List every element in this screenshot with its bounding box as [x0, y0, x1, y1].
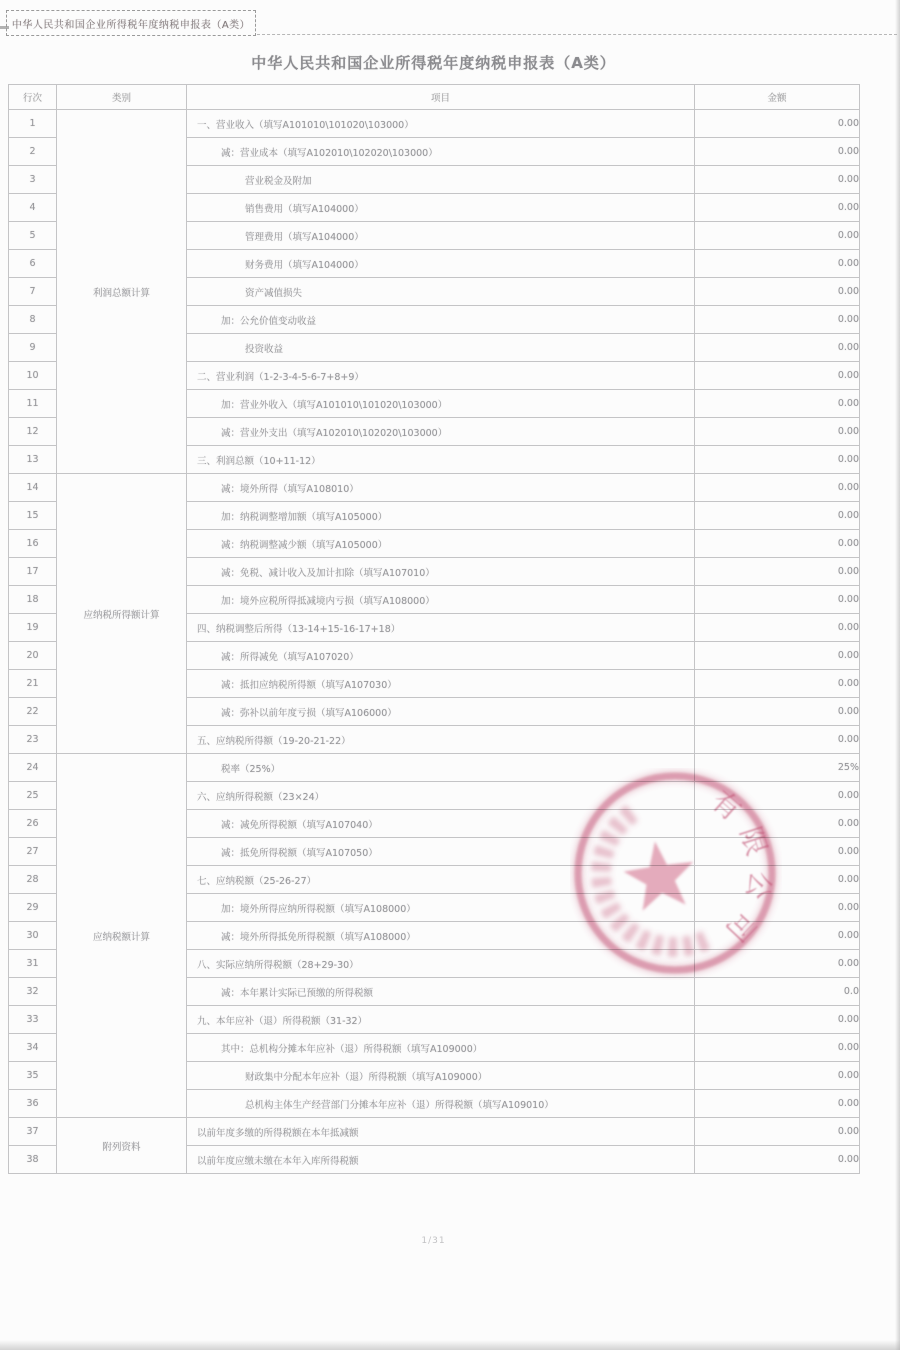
- table-row: [9, 754, 860, 782]
- amount-cell: 0.00: [695, 418, 860, 446]
- amount-cell: 0.00: [695, 110, 860, 138]
- col-header-category: 类别: [57, 85, 187, 110]
- item-cell: 销售费用（填写A104000）: [187, 194, 695, 222]
- row-number-cell: 29: [9, 894, 57, 922]
- amount-cell: 0.00: [695, 782, 860, 810]
- row-number-cell: 3: [9, 166, 57, 194]
- row-number-cell: 33: [9, 1006, 57, 1034]
- amount-cell: 0.00: [695, 194, 860, 222]
- row-number-cell: 5: [9, 222, 57, 250]
- amount-cell: 0.00: [695, 1118, 860, 1146]
- row-number-cell: 13: [9, 446, 57, 474]
- item-cell: 减：所得减免（填写A107020）: [187, 642, 695, 670]
- row-number-cell: 34: [9, 1034, 57, 1062]
- amount-cell: 0.00: [695, 950, 860, 978]
- row-number-cell: 1: [9, 110, 57, 138]
- item-cell: 减：营业外支出（填写A102010\102020\103000）: [187, 418, 695, 446]
- page-title: 中华人民共和国企业所得税年度纳税申报表（A类）: [251, 54, 616, 72]
- amount-cell: 0.00: [695, 362, 860, 390]
- row-number-cell: 27: [9, 838, 57, 866]
- item-cell: 减：境外所得（填写A108010）: [187, 474, 695, 502]
- category-cell: 应纳税所得额计算: [57, 474, 187, 754]
- row-number-cell: 28: [9, 866, 57, 894]
- item-cell: 二、营业利润（1-2-3-4-5-6-7+8+9）: [187, 362, 695, 390]
- amount-cell: 0.00: [695, 698, 860, 726]
- row-number-cell: 12: [9, 418, 57, 446]
- amount-cell: 0.00: [695, 642, 860, 670]
- row-number-cell: 10: [9, 362, 57, 390]
- scan-artifact-mark: [0, 26, 9, 29]
- scan-edge-right: [895, 0, 900, 1350]
- row-number-cell: 9: [9, 334, 57, 362]
- row-number-cell: 24: [9, 754, 57, 782]
- item-cell: 减：减免所得税额（填写A107040）: [187, 810, 695, 838]
- item-cell: 减：弥补以前年度亏损（填写A106000）: [187, 698, 695, 726]
- row-number-cell: 32: [9, 978, 57, 1006]
- row-number-cell: 38: [9, 1146, 57, 1174]
- row-number-cell: 26: [9, 810, 57, 838]
- row-number-cell: 14: [9, 474, 57, 502]
- row-number-cell: 36: [9, 1090, 57, 1118]
- item-cell: 七、应纳税额（25-26-27）: [187, 866, 695, 894]
- row-number-cell: 35: [9, 1062, 57, 1090]
- amount-cell: 0.00: [695, 138, 860, 166]
- amount-cell: 0.00: [695, 1146, 860, 1174]
- item-cell: 九、本年应补（退）所得税额（31-32）: [187, 1006, 695, 1034]
- item-cell: 减：抵扣应纳税所得额（填写A107030）: [187, 670, 695, 698]
- amount-cell: 0.00: [695, 166, 860, 194]
- item-cell: 资产减值损失: [187, 278, 695, 306]
- table-row: [9, 1118, 860, 1146]
- row-number-cell: 15: [9, 502, 57, 530]
- item-cell: 四、纳税调整后所得（13-14+15-16-17+18）: [187, 614, 695, 642]
- amount-cell: 0.00: [695, 306, 860, 334]
- item-cell: 三、利润总额（10+11-12）: [187, 446, 695, 474]
- amount-cell: 0.00: [695, 922, 860, 950]
- row-number-cell: 17: [9, 558, 57, 586]
- col-header-amount: 金额: [695, 85, 860, 110]
- row-number-cell: 30: [9, 922, 57, 950]
- amount-cell: 0.00: [695, 1090, 860, 1118]
- item-cell: 营业税金及附加: [187, 166, 695, 194]
- amount-cell: 25%: [695, 754, 860, 782]
- item-cell: 税率（25%）: [187, 754, 695, 782]
- amount-cell: 0.00: [695, 474, 860, 502]
- row-number-cell: 20: [9, 642, 57, 670]
- row-number-cell: 21: [9, 670, 57, 698]
- table-row: [9, 474, 860, 502]
- item-cell: 加：境外应税所得抵减境内亏损（填写A108000）: [187, 586, 695, 614]
- item-cell: 五、应纳税所得额（19-20-21-22）: [187, 726, 695, 754]
- scan-edge-bottom: [0, 1340, 900, 1350]
- form-tab-label: 中华人民共和国企业所得税年度纳税申报表（A类）: [11, 19, 251, 31]
- tab-underline: [257, 34, 897, 35]
- row-number-cell: 11: [9, 390, 57, 418]
- item-cell: 八、实际应纳所得税额（28+29-30）: [187, 950, 695, 978]
- item-cell: 减：纳税调整减少额（填写A105000）: [187, 530, 695, 558]
- amount-cell: 0.00: [695, 1006, 860, 1034]
- tax-return-table: [8, 84, 860, 1174]
- item-cell: 加：公允价值变动收益: [187, 306, 695, 334]
- item-cell: 减：抵免所得税额（填写A107050）: [187, 838, 695, 866]
- page-number: 1/31: [421, 1236, 446, 1246]
- row-number-cell: 22: [9, 698, 57, 726]
- amount-cell: 0.00: [695, 250, 860, 278]
- form-tab[interactable]: [6, 10, 256, 36]
- amount-cell: 0.00: [695, 1062, 860, 1090]
- item-cell: 一、营业收入（填写A101010\101020\103000）: [187, 110, 695, 138]
- col-header-row-no: 行次: [9, 85, 57, 110]
- row-number-cell: 37: [9, 1118, 57, 1146]
- row-number-cell: 23: [9, 726, 57, 754]
- amount-cell: 0.00: [695, 726, 860, 754]
- item-cell: 投资收益: [187, 334, 695, 362]
- row-number-cell: 16: [9, 530, 57, 558]
- item-cell: 六、应纳所得税额（23×24）: [187, 782, 695, 810]
- category-cell: 附列资料: [57, 1118, 187, 1174]
- item-cell: 减：境外所得抵免所得税额（填写A108000）: [187, 922, 695, 950]
- amount-cell: 0.00: [695, 1034, 860, 1062]
- item-cell: 以前年度多缴的所得税额在本年抵减额: [187, 1118, 695, 1146]
- amount-cell: 0.00: [695, 838, 860, 866]
- amount-cell: 0.00: [695, 810, 860, 838]
- table-row: [9, 110, 860, 138]
- row-number-cell: 31: [9, 950, 57, 978]
- item-cell: 加：境外所得应纳所得税额（填写A108000）: [187, 894, 695, 922]
- amount-cell: 0.0: [695, 978, 860, 1006]
- row-number-cell: 19: [9, 614, 57, 642]
- amount-cell: 0.00: [695, 614, 860, 642]
- category-cell: 应纳税额计算: [57, 754, 187, 1118]
- amount-cell: 0.00: [695, 502, 860, 530]
- header-row: [9, 85, 860, 110]
- amount-cell: 0.00: [695, 334, 860, 362]
- item-cell: 加：营业外收入（填写A101010\101020\103000）: [187, 390, 695, 418]
- row-number-cell: 4: [9, 194, 57, 222]
- item-cell: 管理费用（填写A104000）: [187, 222, 695, 250]
- amount-cell: 0.00: [695, 586, 860, 614]
- category-cell: 利润总额计算: [57, 110, 187, 474]
- amount-cell: 0.00: [695, 670, 860, 698]
- item-cell: 以前年度应缴未缴在本年入库所得税额: [187, 1146, 695, 1174]
- item-cell: 其中：总机构分摊本年应补（退）所得税额（填写A109000）: [187, 1034, 695, 1062]
- amount-cell: 0.00: [695, 222, 860, 250]
- row-number-cell: 25: [9, 782, 57, 810]
- item-cell: 总机构主体生产经营部门分摊本年应补（退）所得税额（填写A109010）: [187, 1090, 695, 1118]
- item-cell: 减：营业成本（填写A102010\102020\103000）: [187, 138, 695, 166]
- item-cell: 加：纳税调整增加额（填写A105000）: [187, 502, 695, 530]
- amount-cell: 0.00: [695, 894, 860, 922]
- item-cell: 财政集中分配本年应补（退）所得税额（填写A109000）: [187, 1062, 695, 1090]
- row-number-cell: 2: [9, 138, 57, 166]
- item-cell: 减：免税、减计收入及加计扣除（填写A107010）: [187, 558, 695, 586]
- amount-cell: 0.00: [695, 530, 860, 558]
- col-header-item: 项目: [187, 85, 695, 110]
- amount-cell: 0.00: [695, 866, 860, 894]
- row-number-cell: 6: [9, 250, 57, 278]
- row-number-cell: 18: [9, 586, 57, 614]
- seal-text: 有限公司: [704, 783, 778, 957]
- amount-cell: 0.00: [695, 446, 860, 474]
- item-cell: 减：本年累计实际已预缴的所得税额: [187, 978, 695, 1006]
- item-cell: 财务费用（填写A104000）: [187, 250, 695, 278]
- row-number-cell: 7: [9, 278, 57, 306]
- amount-cell: 0.00: [695, 558, 860, 586]
- row-number-cell: 8: [9, 306, 57, 334]
- amount-cell: 0.00: [695, 390, 860, 418]
- amount-cell: 0.00: [695, 278, 860, 306]
